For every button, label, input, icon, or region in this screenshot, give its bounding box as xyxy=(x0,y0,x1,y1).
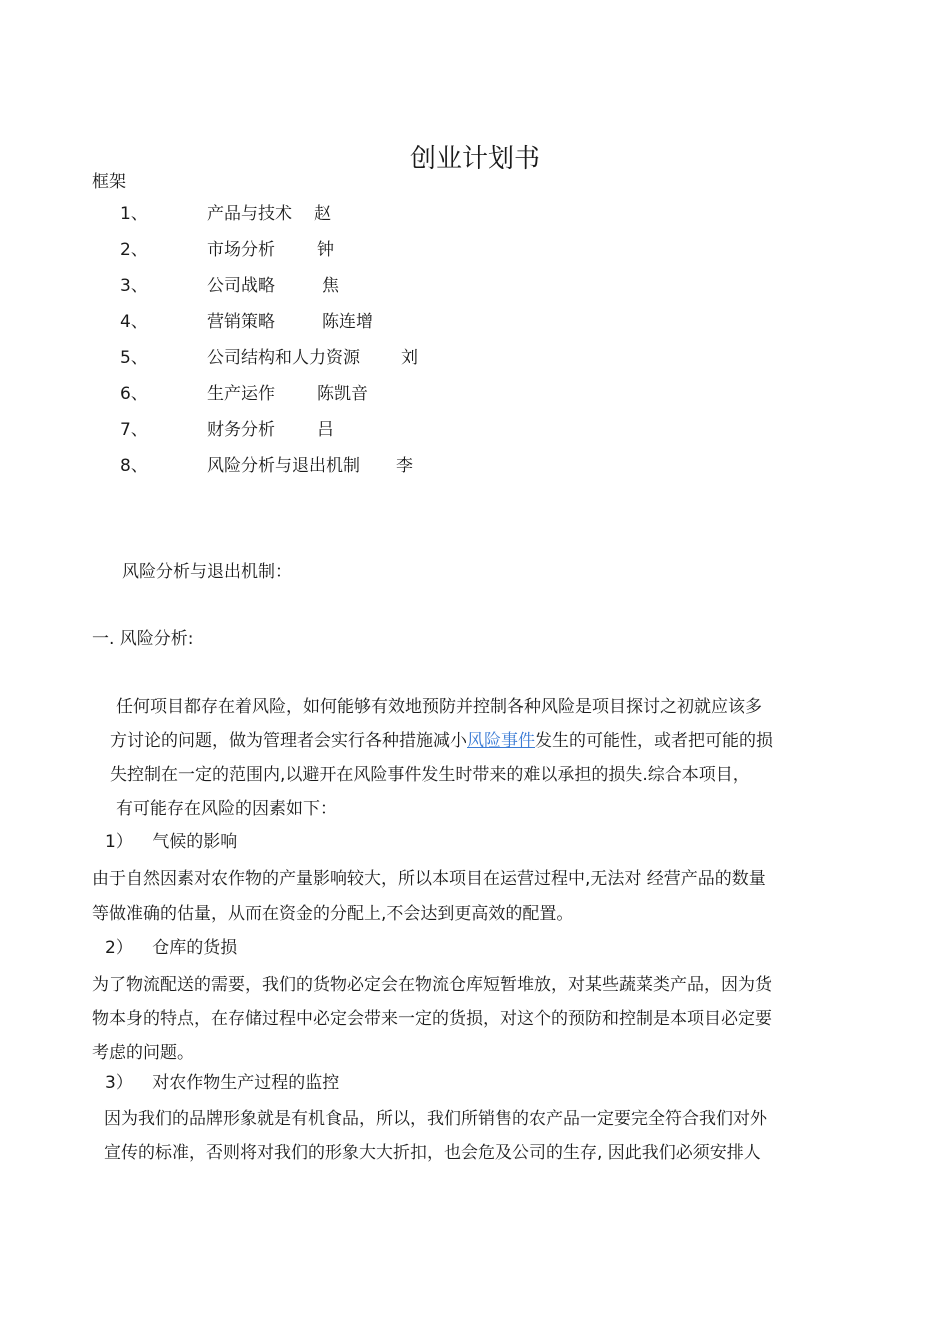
toc-item-label: 市场分析 xyxy=(207,240,275,260)
toc-item-number: 4、 xyxy=(120,312,148,332)
toc-item-label: 财务分析 xyxy=(207,420,275,440)
factor-title: 对农作物生产过程的监控 xyxy=(152,1073,340,1093)
factor-line: 因为我们的品牌形象就是有机食品，所以，我们所销售的农产品一定要完全符合我们对外 xyxy=(104,1109,767,1129)
toc-item-person: 钟 xyxy=(317,240,334,260)
toc-item-label: 产品与技术 xyxy=(207,204,292,224)
framework-label: 框架 xyxy=(92,172,126,192)
toc-item-number: 3、 xyxy=(120,276,148,296)
factor-number: 1） xyxy=(105,832,133,852)
factor-line: 为了物流配送的需要，我们的货物必定会在物流仓库短暂堆放，对某些蔬菜类产品，因为货 xyxy=(92,975,772,995)
toc-item-number: 5、 xyxy=(120,348,148,368)
factor-heading xyxy=(105,1071,339,1095)
toc-item-label: 风险分析与退出机制 xyxy=(207,456,360,476)
toc-item-label: 营销策略 xyxy=(207,312,275,332)
toc-item-person: 陈凯音 xyxy=(317,384,368,404)
toc-item-person: 吕 xyxy=(317,420,334,440)
factor-line: 物本身的特点，在存储过程中必定会带来一定的货损，对这个的预防和控制是本项目必定要 xyxy=(92,1009,772,1029)
toc-item-person: 刘 xyxy=(401,348,418,368)
section-heading: 风险分析与退出机制： xyxy=(122,562,292,582)
toc-item-person: 焦 xyxy=(322,276,339,296)
factor-title: 气候的影响 xyxy=(152,832,238,852)
intro-line-text: 方讨论的问题，做为管理者会实行各种措施减小 xyxy=(110,731,467,751)
factor-line: 考虑的问题。 xyxy=(92,1043,194,1063)
factor-heading xyxy=(105,830,237,854)
factor-line: 宣传的标准，否则将对我们的形象大大折扣，也会危及公司的生存, 因此我们必须安排人 xyxy=(104,1143,761,1163)
intro-line: 任何项目都存在着风险，如何能够有效地预防并控制各种风险是项目探讨之初就应该多 xyxy=(116,697,762,717)
intro-line: 失控制在一定的范围内,以避开在风险事件发生时带来的难以承担的损失.综合本项目， xyxy=(110,765,750,785)
toc-item-number: 6、 xyxy=(120,384,148,404)
factor-line: 由于自然因素对农作物的产量影响较大，所以本项目在运营过程中,无法对 经营产品的数量 xyxy=(92,869,766,889)
toc-item-number: 1、 xyxy=(120,204,148,224)
risk-event-link[interactable]: 风险事件 xyxy=(467,731,535,751)
toc-item-person: 李 xyxy=(396,456,413,476)
intro-line-text: 发生的可能性，或者把可能的损 xyxy=(535,731,773,751)
document-title: 创业计划书 xyxy=(409,144,540,174)
factor-number: 2） xyxy=(105,938,133,958)
factor-number: 3） xyxy=(105,1073,133,1093)
toc-item-person: 陈连增 xyxy=(322,312,373,332)
toc-item-label: 公司结构和人力资源 xyxy=(207,348,360,368)
intro-line: 有可能存在风险的因素如下： xyxy=(116,799,337,819)
toc-item-label: 生产运作 xyxy=(207,384,275,404)
intro-line xyxy=(110,724,773,758)
factor-title: 仓库的货损 xyxy=(152,938,238,958)
subsection-heading: 一. 风险分析: xyxy=(92,629,194,649)
toc-item-label: 公司战略 xyxy=(207,276,275,296)
toc-item-number: 7、 xyxy=(120,420,148,440)
factor-line: 等做准确的估量，从而在资金的分配上,不会达到更高效的配置。 xyxy=(92,904,574,924)
factor-heading xyxy=(105,936,237,960)
toc-item-person: 赵 xyxy=(314,204,331,224)
toc-item-number: 8、 xyxy=(120,456,148,476)
toc-item-number: 2、 xyxy=(120,240,148,260)
